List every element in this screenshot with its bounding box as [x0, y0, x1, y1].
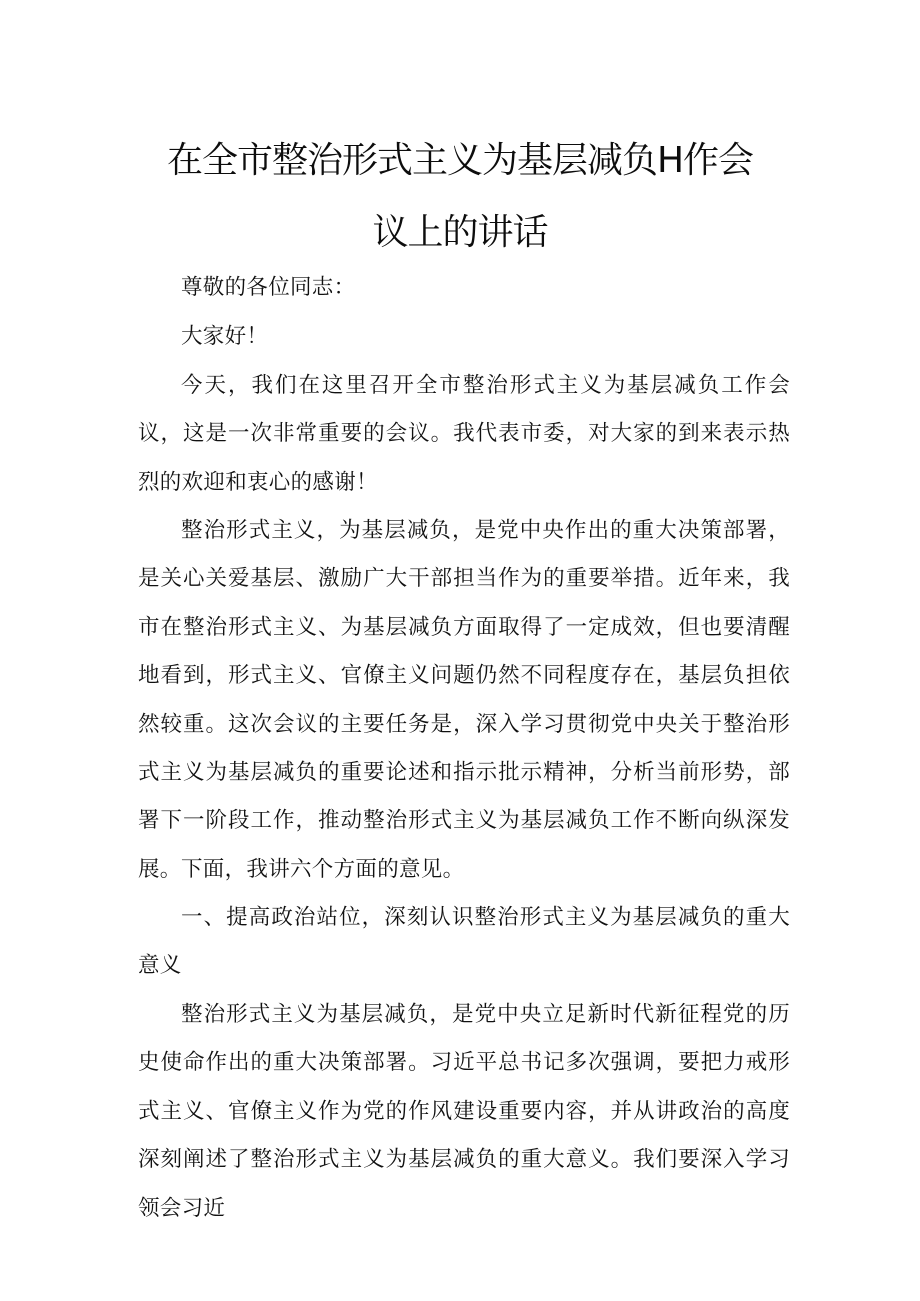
greeting-paragraph: 大家好！	[181, 324, 269, 349]
document-title-line-2: 议上的讲话	[372, 212, 548, 253]
body-paragraph: 今天，我们在这里召开全市整治形式主义为基层减负工作会议，这是一次非常重要的会议。我代表市委，对大家的到来表示热烈的欢迎和衷心的感谢！	[138, 373, 790, 495]
salutation-paragraph: 尊敬的各位同志：	[181, 275, 356, 300]
section-heading: 一、提高政治站位，深刻认识整治形式主义为基层减负的重大意义	[138, 905, 790, 979]
body-paragraph: 整治形式主义，为基层减负，是党中央作出的重大决策部署，是关心关爱基层、激励广大干部担当作为的重要举措。近年来，我市在整治形式主义、为基层减负方面取得了一定成效，但也要清醒地看到，形式主义、官僚主义问题仍然不同程度存在，基层负担依然较重。这次会议的主要任务是，深入学习贯彻党中央关于整治形式主义为基层减负的重要论述和指示批示精神，分析当前形势，部署下一阶段工作，推动整治形式主义为基层减负工作不断向纵深发展。	[138, 518, 790, 882]
document-title-line-1: 在全市整治形式主义为基层减负H作会	[166, 140, 754, 181]
body-paragraph: 整治形式主义为基层减负，是党中央立足新时代新征程党的历史使命作出的重大决策部署。习近平总书记多次强调，要把力戒形式主义、官僚主义作为党的作风建设重要内容，并从讲政治的高度深刻阐述了整治形式主义为基层减负的重大意义。我们要深入学习领会习近	[138, 1002, 790, 1221]
body-paragraph: 下面，我讲六个方面的意见。	[181, 857, 465, 882]
